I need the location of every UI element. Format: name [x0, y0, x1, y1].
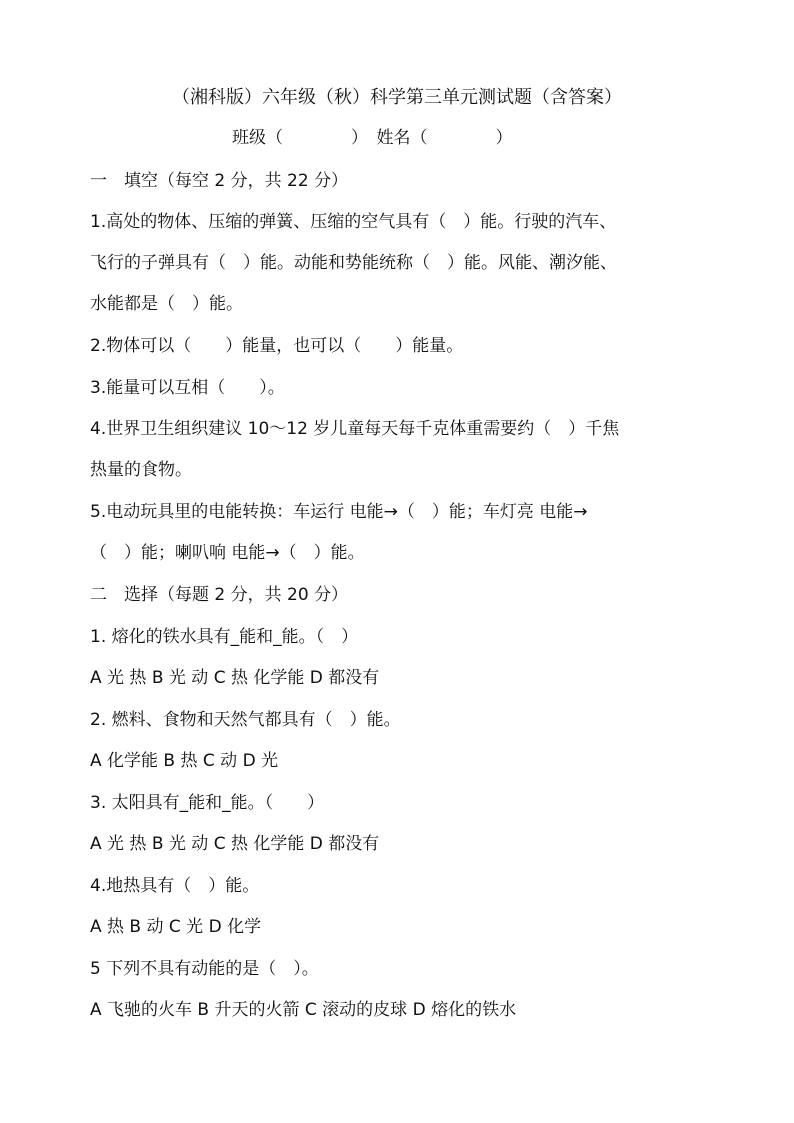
s1-q1-line2: 飞行的子弹具有（ ）能。动能和势能统称（ ）能。风能、潮汐能、: [90, 253, 617, 273]
s2-q5-options: A 飞驰的火车 B 升天的火箭 C 滚动的皮球 D 熔化的铁水: [90, 1000, 517, 1020]
s1-q1-line1: 1.高处的物体、压缩的弹簧、压缩的空气具有（ ）能。行驶的汽车、: [90, 212, 617, 232]
s1-q5-line2: （ ）能；喇叭响 电能→（ ）能。: [90, 543, 365, 563]
s2-q3: 3. 太阳具有_能和_能。（ ）: [90, 793, 325, 813]
page-title: （湘科版）六年级（秋）科学第三单元测试题（含答案）: [172, 87, 622, 108]
s2-q1-options: A 光 热 B 光 动 C 热 化学能 D 都没有: [90, 668, 380, 688]
s2-q1: 1. 熔化的铁水具有_能和_能。（ ）: [90, 627, 359, 647]
s1-q4-line2: 热量的食物。: [90, 460, 192, 480]
s1-q2: 2.物体可以（ ）能量，也可以（ ）能量。: [90, 336, 464, 356]
section2-heading: 二 选择（每题 2 分，共 20 分）: [90, 585, 349, 605]
s2-q5: 5 下列不具有动能的是（ ）。: [90, 959, 319, 979]
s2-q4: 4.地热具有（ ）能。: [90, 876, 260, 896]
s2-q2-options: A 化学能 B 热 C 动 D 光: [90, 751, 279, 771]
s2-q3-options: A 光 热 B 光 动 C 热 化学能 D 都没有: [90, 834, 380, 854]
class-name-line: 班级（ ） 姓名（ ）: [232, 128, 513, 148]
s1-q5-line1: 5.电动玩具里的电能转换：车运行 电能→（ ）能；车灯亮 电能→: [90, 502, 588, 522]
s1-q1-line3: 水能都是（ ）能。: [90, 294, 243, 314]
s2-q2: 2. 燃料、食物和天然气都具有（ ）能。: [90, 710, 401, 730]
s2-q4-options: A 热 B 动 C 光 D 化学: [90, 917, 262, 937]
s1-q3: 3.能量可以互相（ ）。: [90, 378, 285, 398]
section1-heading: 一 填空（每空 2 分，共 22 分）: [90, 171, 349, 191]
s1-q4-line1: 4.世界卫生组织建议 10～12 岁儿童每天每千克体重需要约（ ）千焦: [90, 419, 620, 439]
